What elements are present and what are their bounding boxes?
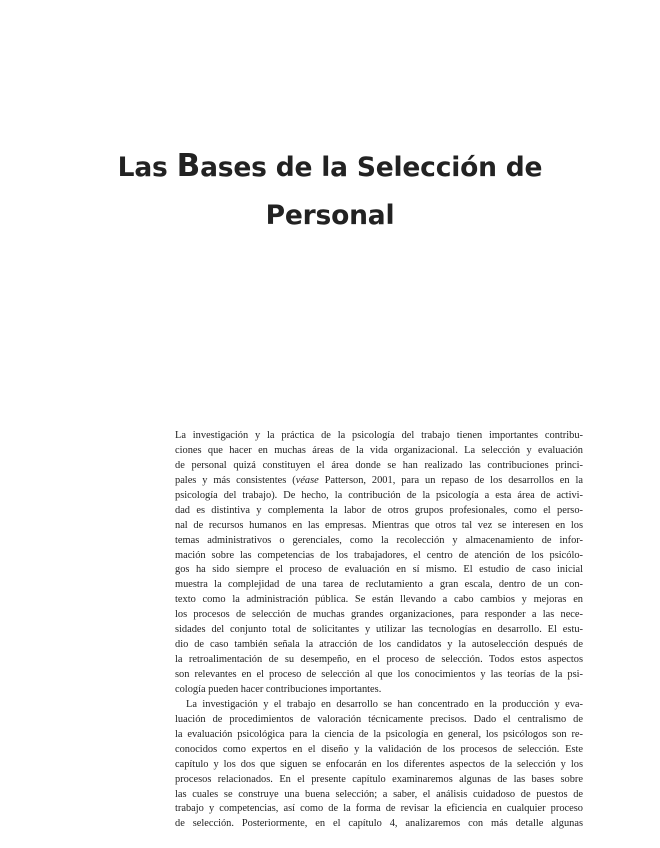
text-line: procesos relacionados. En el presente capítulo examinaremos algunas de las bases sobre xyxy=(175,773,583,785)
chapter-title-line-1 xyxy=(60,142,600,192)
text-line: capítulo y los dos que siguen se enfocarán en los diferentes aspectos de la selección y los xyxy=(175,758,583,770)
text-line: pales y más consistentes (véase Patterson, 2001, para un repaso de los desarrollos en la xyxy=(175,474,583,486)
text-line: luación de procedimientos de valoración técnicamente precisos. Dado el centralismo de xyxy=(175,713,583,725)
text-line: la evaluación psicológica para la ciencia de la psicología en general, los psicólogos son re- xyxy=(175,728,583,740)
text-line: trabajo y competencias, así como de la forma de revisar la eficiencia en cualquier proceso xyxy=(175,803,583,815)
text-line: muestra la complejidad de una tarea de reclutamiento a gran escala, dentro de un con- xyxy=(175,579,583,591)
text-line: cología pueden hacer contribuciones importantes. xyxy=(175,683,382,695)
text-line: sidades del conjunto total de solicitantes y utilizar las tecnologías en desarrollo. El estu- xyxy=(175,624,583,636)
text-line: ciones que hacer en muchas áreas de la vida organizacional. La selección y evaluación xyxy=(175,444,583,456)
text-line: gos ha sido siempre el proceso de evaluación en sí mismo. El estudio de caso inicial xyxy=(175,564,583,576)
text-line: dio de caso también señala la atracción de los candidatos y la autoselección después de xyxy=(175,639,583,651)
italic-term: véase xyxy=(295,474,319,486)
text-line: La investigación y el trabajo en desarrollo se han concentrado en la producción y eva- xyxy=(186,698,583,710)
text-line: La investigación y la práctica de la psicología del trabajo tienen importantes contribu- xyxy=(175,430,583,441)
text-line: las cuales se construye una buena selección; a saber, el análisis cuidadoso de puestos de xyxy=(175,788,583,800)
text-line: de selección. Posteriormente, en el capítulo 4, analizaremos con más detalle algunas xyxy=(175,818,583,830)
title-rest: ases de la Selección de xyxy=(200,152,543,183)
text-line: conocidos como expertos en el diseño y la validación de los procesos de selección. Este xyxy=(175,743,583,755)
text-line: dad es distintiva y complementa la labor de otros grupos profesionales, como el perso- xyxy=(175,504,583,516)
text-line: texto como la administración pública. Se están llevando a cabo cambios y mejoras en xyxy=(175,594,583,606)
chapter-title-line-2: Personal xyxy=(265,200,395,231)
body-text xyxy=(175,429,583,832)
text-line: psicología del trabajo). De hecho, la contribución de la psicología a esta área de activi- xyxy=(175,489,583,501)
title-word-las: Las xyxy=(117,152,177,183)
paragraph xyxy=(175,698,583,832)
text-line: la retroalimentación de su desempeño, en el proceso de selección. Todos estos aspectos xyxy=(175,654,583,666)
paragraph xyxy=(175,429,583,698)
text-line: de personal quizá constituyen el área donde se han realizado las contribuciones princi- xyxy=(175,459,583,471)
chapter-title xyxy=(60,142,600,240)
text-line: nal de recursos humanos en las empresas. Mientras que otros tal vez se interesen en los xyxy=(175,519,583,531)
text-line: son relevantes en el proceso de selección al que los conocimientos y las teorías de la psi- xyxy=(175,669,583,680)
text-line: los procesos de selección de muchas grandes organizaciones, para responder a las nece- xyxy=(175,609,583,621)
text-line: mación sobre las competencias de los trabajadores, el centro de atención de los psicólo- xyxy=(175,549,583,561)
title-initial-b: B xyxy=(176,148,201,184)
text-line: temas administrativos o gerenciales, como la recolección y almacenamiento de infor- xyxy=(175,534,583,546)
